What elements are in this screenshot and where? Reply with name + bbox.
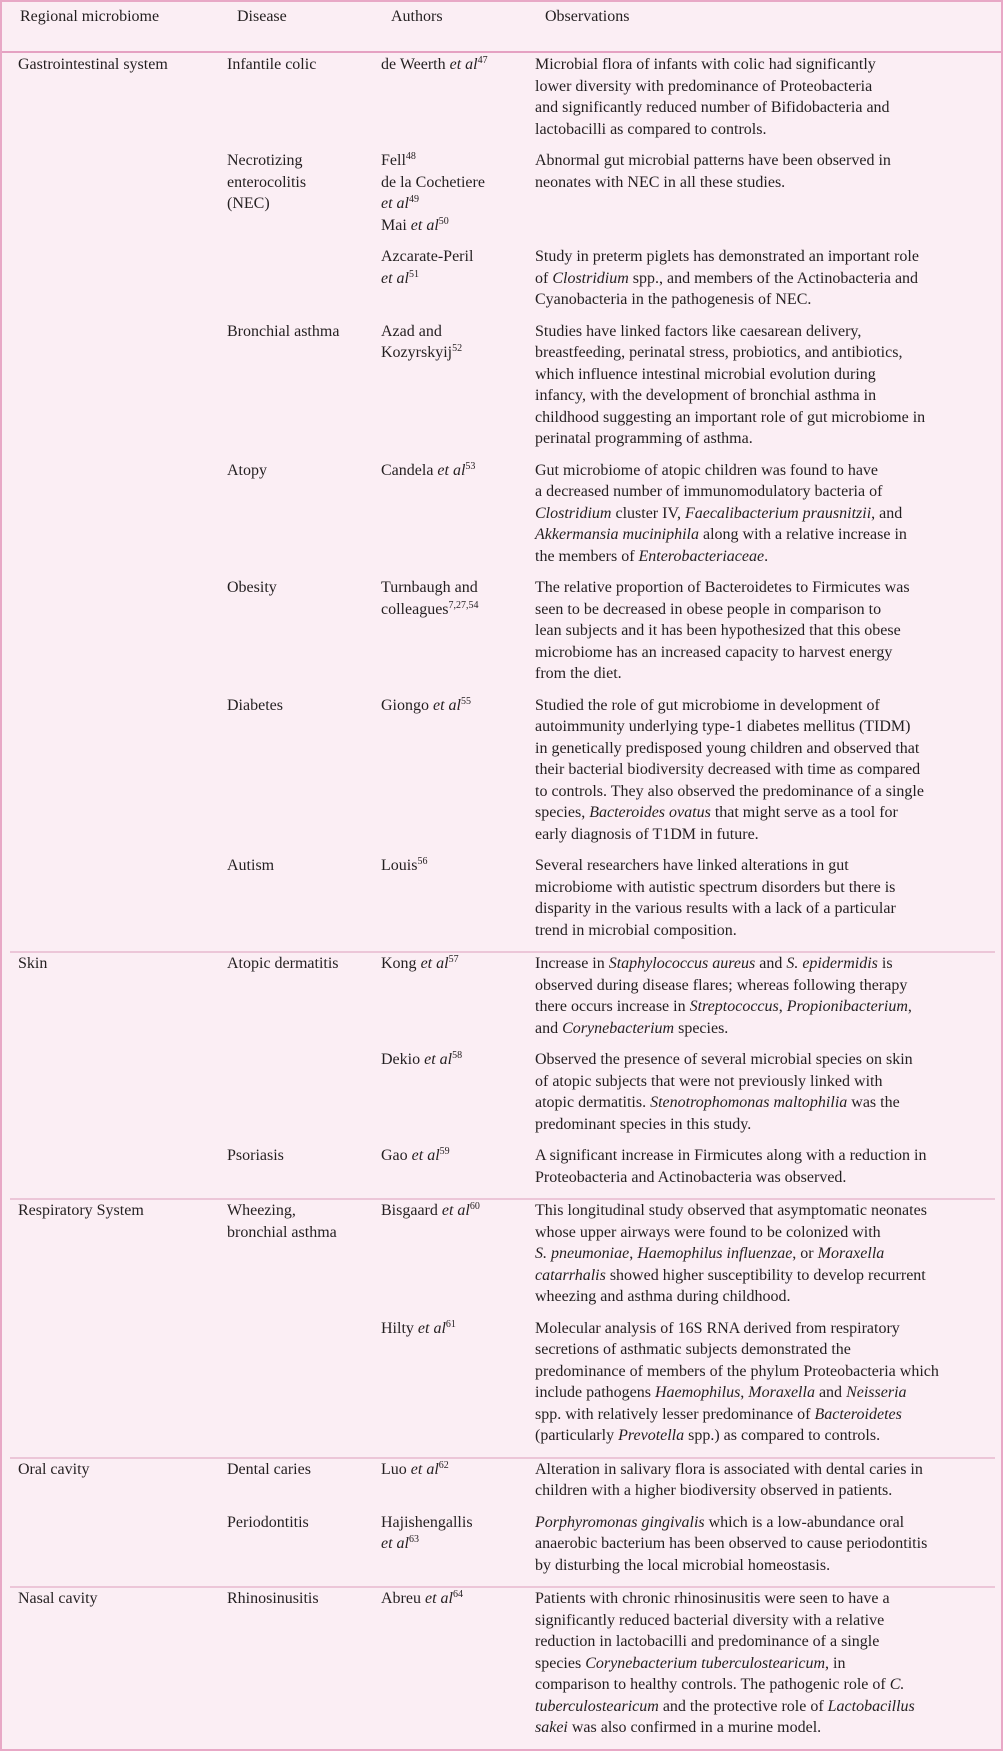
cell-observations: Observed the presence of several microbial species on skin of atopic subjects that were not previously linked with atopic dermatitis. Stenotrophomonas maltophilia was the predominant species in this study.: [535, 1051, 913, 1133]
cell-disease: Psoriasis: [227, 1145, 381, 1199]
cell-disease: [227, 246, 381, 321]
table-row: [10, 1145, 995, 1199]
cell-region: [10, 246, 227, 321]
cell-authors: de Weerth et $al^{47}$: [381, 55, 488, 73]
cell-authors: Candela et $al^{53}$: [381, 460, 476, 479]
cell-authors: Dekio et $al^{58}$: [381, 1050, 463, 1068]
table-row: [10, 952, 995, 1049]
cell-observations: The relative proportion of Bacteroidetes to Firmicutes was seen to be decreased in obese people in comparison to lean subjects and it has been hypothesized that this obese microbiome has an increased capacity to harvest energy from the diet.: [535, 579, 910, 682]
cell-observations: Studies have linked factors like caesarean delivery, breastfeeding, perinatal stress, probiotics, and antibiotics, which influence intestinal microbial evolution during infancy, with the development of bronchial asthma in childhood suggesting an important role of gut microbiome in perinatal programming of asthma.: [535, 322, 926, 447]
table-row: [10, 1458, 995, 1512]
cell-authors: Hajishengallis et $al^{63}$: [381, 1512, 535, 1588]
cell-region: Gastrointestinal system: [18, 56, 168, 73]
cell-observations: Abnormal gut microbial patterns have been observed in neonates with NEC in all these studies.: [535, 152, 891, 191]
cell-authors: Azcarate-Peril et $al^{51}$: [381, 248, 474, 287]
cell-region: [10, 1512, 227, 1588]
cell-region: [10, 577, 227, 695]
cell-observations: Several researchers have linked alterations in gut microbiome with autistic spectrum disorders but there is disparity in the various results with a lack of a particular trend in microbial composition.: [535, 855, 995, 952]
microbiome-table: [10, 54, 995, 1749]
cell-disease: Atopic dermatitis: [227, 955, 339, 972]
cell-observations: Alteration in salivary flora is associated with dental caries in children with a higher biodiversity observed in patients.: [535, 1460, 923, 1499]
cell-disease: Atopy: [227, 461, 267, 479]
table-row: [10, 150, 995, 246]
cell-disease: Dental caries: [227, 1460, 311, 1478]
header-observations: Observations: [545, 8, 630, 25]
cell-authors: Giongo et $al^{55}$: [381, 695, 471, 714]
cell-observations: Patients with chronic rhinosinusitis were seen to have a significantly reduced bacterial diversity with a relative reduction in lactobacilli and predominance of a single species Corynebacterium tuberculostearicum, in comparison to healthy controls. The pathogenic role of C. tuberculostearicum and the protective role of Lactobacillus sakei was also confirmed in a murine model.: [535, 1590, 915, 1736]
cell-region: Nasal cavity: [18, 1590, 98, 1607]
cell-disease: Obesity: [227, 579, 277, 596]
cell-disease: Bronchial asthma: [227, 322, 340, 340]
cell-observations: This longitudinal study observed that asymptomatic neonates whose upper airways were found to be colonized with S. pneumoniae, Haemophilus influenzae, or Moraxella catarrhalis showed higher susceptibility to develop recurrent wheezing and asthma during childhood.: [535, 1202, 927, 1305]
cell-region: [10, 1145, 227, 1199]
cell-disease: Periodontitis: [227, 1512, 381, 1588]
cell-authors: Louis$^{56}$: [381, 855, 535, 952]
table-row: [10, 1587, 995, 1749]
cell-disease: [227, 1049, 381, 1145]
cell-disease: Rhinosinusitis: [227, 1590, 319, 1607]
table-header: [2, 2, 1001, 53]
cell-observations: Gut microbiome of atopic children was found to have a decreased number of immunomodulatory bacteria of Clostridium cluster IV, Faecalibacterium prausnitzii, and Akkermansia muciniphila along with a relative increase in the members of Enterobacteriaceae.: [535, 461, 907, 565]
header-region: Regional microbiome: [20, 8, 160, 25]
cell-disease: Diabetes: [227, 696, 283, 714]
cell-disease: Wheezing, bronchial asthma: [227, 1202, 337, 1241]
table-row: [10, 855, 995, 952]
table-row: [10, 1512, 995, 1588]
cell-disease: Necrotizing enterocolitis (NEC): [227, 152, 307, 212]
cell-authors: Fell$^{48}$ de la Cochetiere et $al^{49}$ Mai et $al^{50}$: [381, 151, 485, 234]
cell-observations: Microbial flora of infants with colic had significantly lower diversity with predominance of Proteobacteria and significantly reduced number of Bifidobacteria and lactobacilli as compared to controls.: [535, 56, 890, 138]
cell-authors: Hilty et $al^{61}$: [381, 1318, 535, 1458]
cell-region: [10, 460, 227, 578]
table-row: [10, 1049, 995, 1145]
cell-region: [10, 695, 227, 856]
cell-disease: Autism: [227, 855, 381, 952]
cell-observations: Studied the role of gut microbiome in development of autoimmunity underlying type-1 diabetes mellitus (TIDM) in genetically predisposed young children and observed that their bacterial biodiversity decreased with time as compared to controls. They also observed the predominance of a single species, Bacteroides ovatus that might serve as a tool for early diagnosis of T1DM in future.: [535, 696, 924, 843]
cell-authors: Bisgaard et $al^{60}$: [381, 1201, 480, 1219]
cell-disease: [227, 1318, 381, 1458]
table-row: [10, 321, 995, 460]
cell-authors: Abreu et $al^{64}$: [381, 1589, 463, 1607]
table-row: [10, 460, 995, 578]
cell-observations: Study in preterm piglets has demonstrated an important role of Clostridium spp., and members of the Actinobacteria and Cyanobacteria in the pathogenesis of NEC.: [535, 248, 919, 308]
cell-authors: Kong et $al^{57}$: [381, 954, 459, 972]
header-disease: Disease: [237, 8, 287, 25]
cell-observations: Molecular analysis of 16S RNA derived from respiratory secretions of asthmatic subjects demonstrated the predominance of members of the phylum Proteobacteria which include pathogens Haemophilus, Moraxella and Neisseria spp. with relatively lesser predominance of Bacteroidetes (particularly Prevotella spp.) as compared to controls.: [535, 1318, 995, 1458]
cell-observations: Porphyromonas gingivalis which is a low-abundance oral anaerobic bacterium has been observed to cause periodontitis by disturbing the local microbial homeostasis.: [535, 1512, 995, 1588]
table-row: [10, 1318, 995, 1458]
table-row: [10, 54, 995, 150]
cell-authors: Luo et $al^{62}$: [381, 1459, 449, 1478]
cell-region: [10, 855, 227, 952]
table-row: [10, 577, 995, 695]
cell-region: Oral cavity: [18, 1460, 90, 1478]
table-row: [10, 246, 995, 321]
header-authors: Authors: [391, 8, 443, 25]
cell-region: Respiratory System: [18, 1202, 144, 1219]
table-row: [10, 1199, 995, 1318]
cell-observations: Increase in Staphylococcus aureus and S. epidermidis is observed during disease flares; whereas following therapy there occurs increase in Streptococcus, Propionibacterium, and Corynebacterium species.: [535, 955, 912, 1037]
cell-region: [10, 1049, 227, 1145]
cell-authors: Turnbaugh and colleagues$^{7,27,54}$: [381, 579, 479, 618]
cell-observations: A significant increase in Firmicutes along with a reduction in Proteobacteria and Actinobacteria was observed.: [535, 1145, 995, 1199]
cell-authors: Gao et $al^{59}$: [381, 1145, 535, 1199]
cell-region: Skin: [18, 955, 48, 972]
cell-disease: Infantile colic: [227, 56, 317, 73]
table-row: [10, 695, 995, 856]
cell-authors: Azad and Kozyrskyij$^{52}$: [381, 322, 463, 361]
cell-region: [10, 150, 227, 246]
cell-region: [10, 321, 227, 460]
cell-region: [10, 1318, 227, 1458]
